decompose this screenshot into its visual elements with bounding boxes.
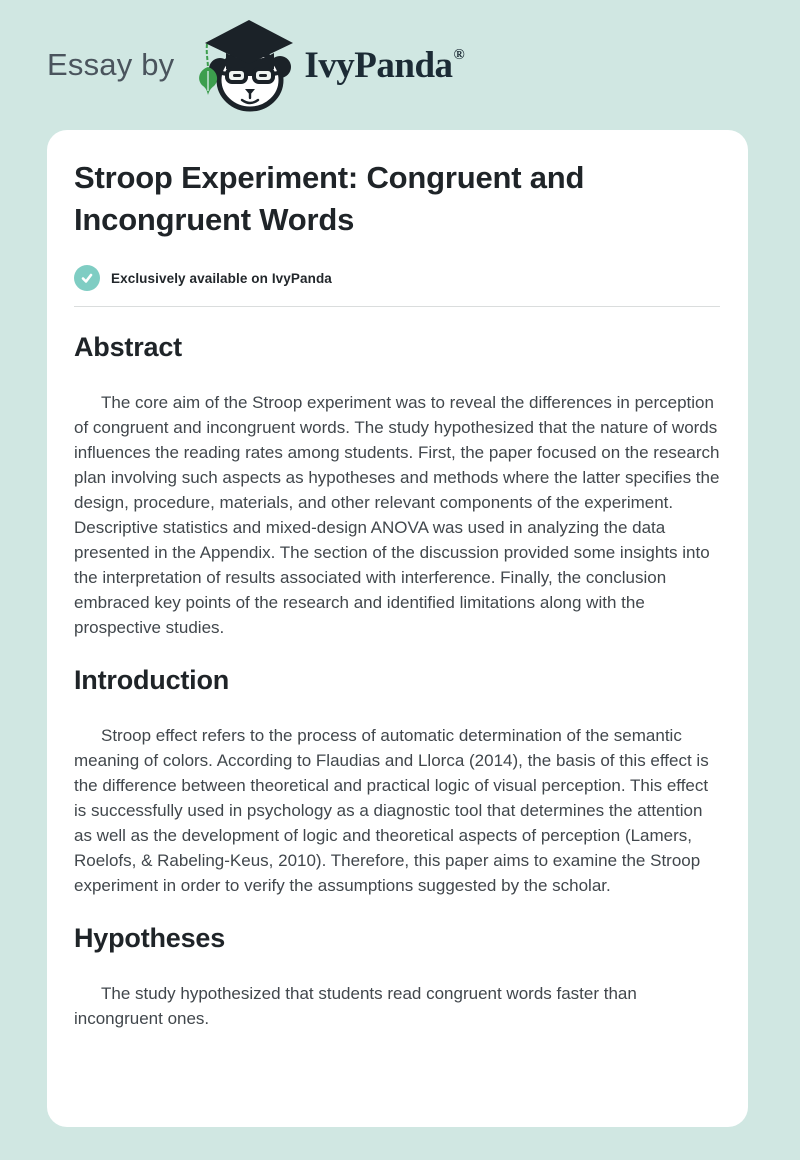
brand-logo-link[interactable] [196,17,464,113]
essay-title: Stroop Experiment: Congruent and Incongruent Words [74,160,585,237]
brand-wordmark: IvyPanda [304,44,453,86]
brand-name [304,44,465,86]
section-paragraph: Stroop effect refers to the process of automatic determination of the semantic meaning of colors. According to Flaudias and Llorca (2014), the basis of this effect is the difference between theoretical and practical logic of visual perception. This effect is successfully used in psychology as a diagnostic tool that determines the attention as well as the development of logic and theoretical aspects of perception (Lamers, Roelofs, & Rabeling-Keus, 2010). Therefore, this paper aims to examine the Stroop experiment in order to verify the assumptions suggested by the scholar. [74,726,709,895]
essay-section [74,665,720,898]
section-paragraph: The core aim of the Stroop experiment was to reveal the differences in perception of congruent and incongruent words. The study hypothesized that the nature of words influences the reading rates among students. First, the paper focused on the research plan involving such aspects as hypotheses and methods where the latter specifies the design, procedure, materials, and other relevant components of the experiment. Descriptive statistics and mixed-design ANOVA was used in analyzing the data presented in the Appendix. The section of the discussion provided some insights into the interpretation of results associated with interference. Finally, the conclusion embraced key points of the research and identified limitations along with the prospective studies. [74,393,720,637]
essay-card [47,130,748,1127]
section-paragraph: The study hypothesized that students read congruent words faster than incongruent ones. [74,984,637,1028]
essay-by-label: Essay by [47,47,175,82]
section-heading: Abstract [74,332,182,362]
section-heading: Introduction [74,665,230,695]
essay-section [74,923,720,1031]
article-sections [74,332,720,1031]
divider [74,306,720,307]
availability-text: Exclusively available on IvyPanda [111,270,332,286]
availability-badge [74,265,720,291]
essay-section [74,332,720,640]
registered-mark: ® [453,46,465,63]
checkmark-icon [74,265,100,291]
site-header [0,0,800,130]
panda-logo-icon [196,17,298,113]
section-heading: Hypotheses [74,923,226,953]
